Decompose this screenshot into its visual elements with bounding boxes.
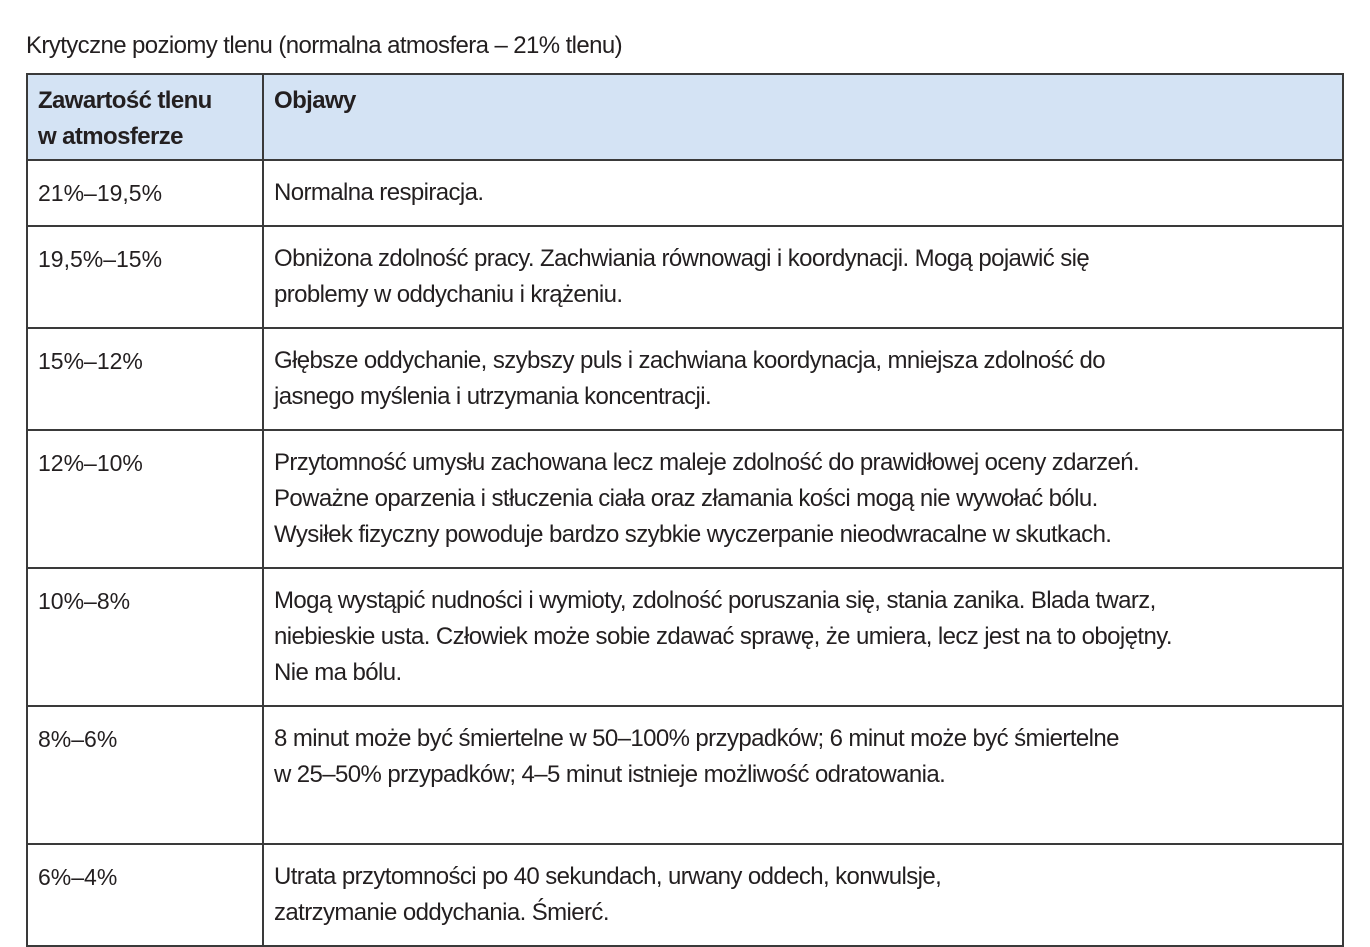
oxygen-range-cell: 21%–19,5% xyxy=(27,160,263,226)
symptoms-line: Utrata przytomności po 40 sekundach, urwany oddech, konwulsje, xyxy=(274,863,942,890)
oxygen-range-cell: 19,5%–15% xyxy=(27,226,263,328)
symptoms-line: zatrzymanie oddychania. Śmierć. xyxy=(274,899,609,926)
table-row xyxy=(27,328,1343,430)
symptoms-line: Poważne oparzenia i stłuczenia ciała oraz złamania kości mogą nie wywołać bólu. xyxy=(274,485,1098,512)
table-row xyxy=(27,568,1343,706)
oxygen-range-cell: 15%–12% xyxy=(27,328,263,430)
symptoms-line: problemy w oddychaniu i krążeniu. xyxy=(274,281,623,308)
table-row xyxy=(27,160,1343,226)
header-oxygen-content-line2: w atmosferze xyxy=(38,123,183,150)
symptoms-cell xyxy=(263,160,1343,226)
symptoms-cell xyxy=(263,706,1343,844)
oxygen-range-cell: 6%–4% xyxy=(27,844,263,946)
header-oxygen-content-line1: Zawartość tlenu xyxy=(38,87,212,114)
symptoms-line: w 25–50% przypadków; 4–5 minut istnieje możliwość odratowania. xyxy=(274,761,946,788)
oxygen-range-cell: 12%–10% xyxy=(27,430,263,568)
symptoms-line: niebieskie usta. Człowiek może sobie zdawać sprawę, że umiera, lecz jest na to obojętny. xyxy=(274,623,1172,650)
oxygen-levels-table xyxy=(26,73,1344,947)
symptoms-cell xyxy=(263,328,1343,430)
header-oxygen-content xyxy=(27,74,263,160)
oxygen-range-cell: 8%–6% xyxy=(27,706,263,844)
symptoms-line xyxy=(274,793,1332,829)
symptoms-line: Wysiłek fizyczny powoduje bardzo szybkie wyczerpanie nieodwracalne w skutkach. xyxy=(274,521,1112,548)
table-row xyxy=(27,706,1343,844)
symptoms-line: Nie ma bólu. xyxy=(274,659,402,686)
table-caption: Krytyczne poziomy tlenu (normalna atmosfera – 21% tlenu) xyxy=(26,32,623,59)
symptoms-line: Przytomność umysłu zachowana lecz maleje zdolność do prawidłowej oceny zdarzeń. xyxy=(274,449,1140,476)
table-row xyxy=(27,430,1343,568)
symptoms-cell xyxy=(263,844,1343,946)
symptoms-cell xyxy=(263,430,1343,568)
symptoms-line: jasnego myślenia i utrzymania koncentracji. xyxy=(274,383,712,410)
symptoms-line: 8 minut może być śmiertelne w 50–100% przypadków; 6 minut może być śmiertelne xyxy=(274,725,1119,752)
symptoms-line: Obniżona zdolność pracy. Zachwiania równowagi i koordynacji. Mogą pojawić się xyxy=(274,245,1090,272)
oxygen-range-cell: 10%–8% xyxy=(27,568,263,706)
symptoms-line: Normalna respiracja. xyxy=(274,179,484,206)
symptoms-line: Głębsze oddychanie, szybszy puls i zachwiana koordynacja, mniejsza zdolność do xyxy=(274,347,1105,374)
header-symptoms: Objawy xyxy=(263,74,1343,160)
symptoms-line: Mogą wystąpić nudności i wymioty, zdolność poruszania się, stania zanika. Blada twarz, xyxy=(274,587,1156,614)
symptoms-cell xyxy=(263,568,1343,706)
table-row xyxy=(27,844,1343,946)
table-row xyxy=(27,226,1343,328)
symptoms-cell xyxy=(263,226,1343,328)
table-header-row xyxy=(27,74,1343,160)
